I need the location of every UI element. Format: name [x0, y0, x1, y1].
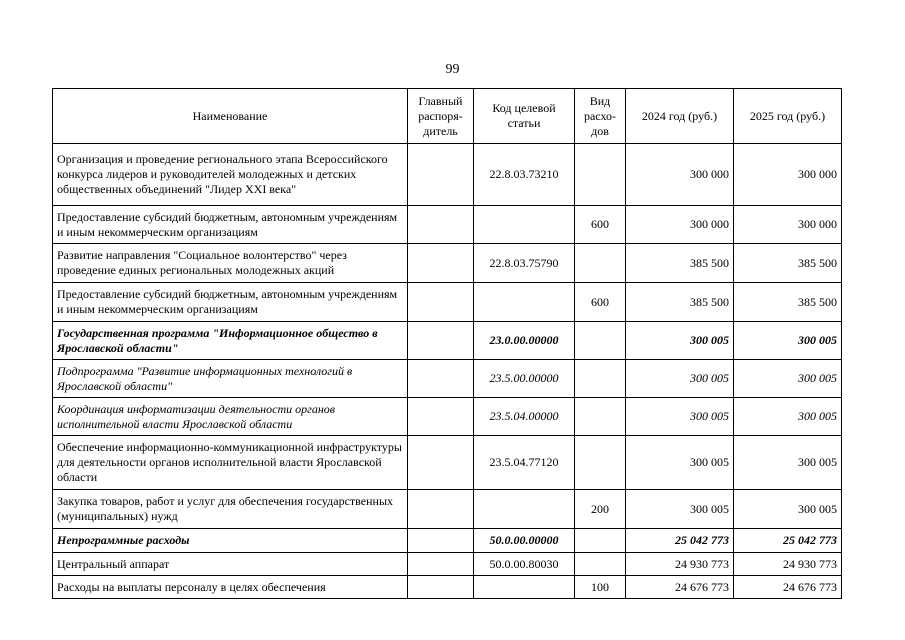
row-type: 600 [575, 283, 626, 322]
row-type [575, 529, 626, 553]
header-manager: Главный распоря-дитель [408, 89, 474, 144]
table-row [53, 490, 842, 529]
row-name: Предоставление субсидий бюджетным, автономным учреждениям и иным некоммерческим организациям [53, 206, 408, 244]
row-2024: 25 042 773 [626, 529, 734, 553]
row-name: Обеспечение информационно-коммуникационной инфраструктуры для деятельности органов исполнительной власти Ярославской области [53, 436, 408, 490]
row-2025: 300 005 [734, 360, 842, 398]
row-type [575, 360, 626, 398]
row-name: Организация и проведение регионального этапа Всероссийского конкурса лидеров и руководителей молодежных и детских общественных объединений "Лидер XXI века" [53, 144, 408, 206]
row-manager [408, 553, 474, 576]
page-number: 99 [445, 62, 460, 77]
row-manager [408, 529, 474, 553]
row-type [575, 436, 626, 490]
row-2024: 300 000 [626, 144, 734, 206]
row-name: Закупка товаров, работ и услуг для обеспечения государственных (муниципальных) нужд [53, 490, 408, 529]
row-2024: 385 500 [626, 244, 734, 283]
row-2024: 300 005 [626, 398, 734, 436]
row-type: 100 [575, 576, 626, 599]
row-2025: 25 042 773 [734, 529, 842, 553]
header-type: Вид расхо-дов [575, 89, 626, 144]
row-type [575, 322, 626, 360]
row-manager [408, 398, 474, 436]
row-manager [408, 436, 474, 490]
header-code: Код целевой статьи [474, 89, 575, 144]
row-type [575, 398, 626, 436]
row-2025: 300 005 [734, 398, 842, 436]
row-2024: 300 005 [626, 322, 734, 360]
table-row [53, 576, 842, 599]
row-2024: 300 005 [626, 436, 734, 490]
row-name: Предоставление субсидий бюджетным, автономным учреждениям и иным некоммерческим организациям [53, 283, 408, 322]
row-2025: 24 930 773 [734, 553, 842, 576]
row-2025: 300 005 [734, 436, 842, 490]
row-code: 50.0.00.00000 [474, 529, 575, 553]
row-code [474, 206, 575, 244]
row-2025: 300 005 [734, 322, 842, 360]
table-row [53, 144, 842, 206]
row-2025: 300 005 [734, 490, 842, 529]
table-row [53, 529, 842, 553]
row-2025: 300 000 [734, 206, 842, 244]
row-2024: 385 500 [626, 283, 734, 322]
row-2024: 300 000 [626, 206, 734, 244]
header-name: Наименование [53, 89, 408, 144]
row-name: Развитие направления "Социальное волонтерство" через проведение единых региональных молодежных акций [53, 244, 408, 283]
table-row [53, 244, 842, 283]
row-code: 23.5.00.00000 [474, 360, 575, 398]
row-code: 22.8.03.73210 [474, 144, 575, 206]
row-manager [408, 144, 474, 206]
row-2024: 300 005 [626, 360, 734, 398]
header-2024: 2024 год (руб.) [626, 89, 734, 144]
row-2024: 24 930 773 [626, 553, 734, 576]
row-2025: 300 000 [734, 144, 842, 206]
budget-table [52, 88, 842, 599]
table-row [53, 398, 842, 436]
row-name: Координация информатизации деятельности органов исполнительной власти Ярославской области [53, 398, 408, 436]
table-row [53, 553, 842, 576]
row-code [474, 490, 575, 529]
row-type [575, 553, 626, 576]
row-code [474, 283, 575, 322]
row-2024: 300 005 [626, 490, 734, 529]
header-2025: 2025 год (руб.) [734, 89, 842, 144]
row-2025: 385 500 [734, 283, 842, 322]
row-code [474, 576, 575, 599]
row-manager [408, 576, 474, 599]
table-row [53, 360, 842, 398]
row-type [575, 244, 626, 283]
row-code: 23.5.04.00000 [474, 398, 575, 436]
row-code: 50.0.00.80030 [474, 553, 575, 576]
row-name: Непрограммные расходы [53, 529, 408, 553]
table-header-row [53, 89, 842, 144]
row-2025: 385 500 [734, 244, 842, 283]
row-manager [408, 322, 474, 360]
row-type: 200 [575, 490, 626, 529]
table-row [53, 283, 842, 322]
row-code: 23.0.00.00000 [474, 322, 575, 360]
row-2024: 24 676 773 [626, 576, 734, 599]
row-name: Подпрограмма "Развитие информационных технологий в Ярославской области" [53, 360, 408, 398]
table-row [53, 206, 842, 244]
row-name: Центральный аппарат [53, 553, 408, 576]
row-manager [408, 244, 474, 283]
row-code: 23.5.04.77120 [474, 436, 575, 490]
row-name: Расходы на выплаты персоналу в целях обеспечения [53, 576, 408, 599]
row-type [575, 144, 626, 206]
table-row [53, 436, 842, 490]
row-2025: 24 676 773 [734, 576, 842, 599]
row-manager [408, 360, 474, 398]
row-code: 22.8.03.75790 [474, 244, 575, 283]
row-manager [408, 206, 474, 244]
row-manager [408, 490, 474, 529]
row-manager [408, 283, 474, 322]
table-row [53, 322, 842, 360]
row-type: 600 [575, 206, 626, 244]
row-name: Государственная программа "Информационное общество в Ярославской области" [53, 322, 408, 360]
